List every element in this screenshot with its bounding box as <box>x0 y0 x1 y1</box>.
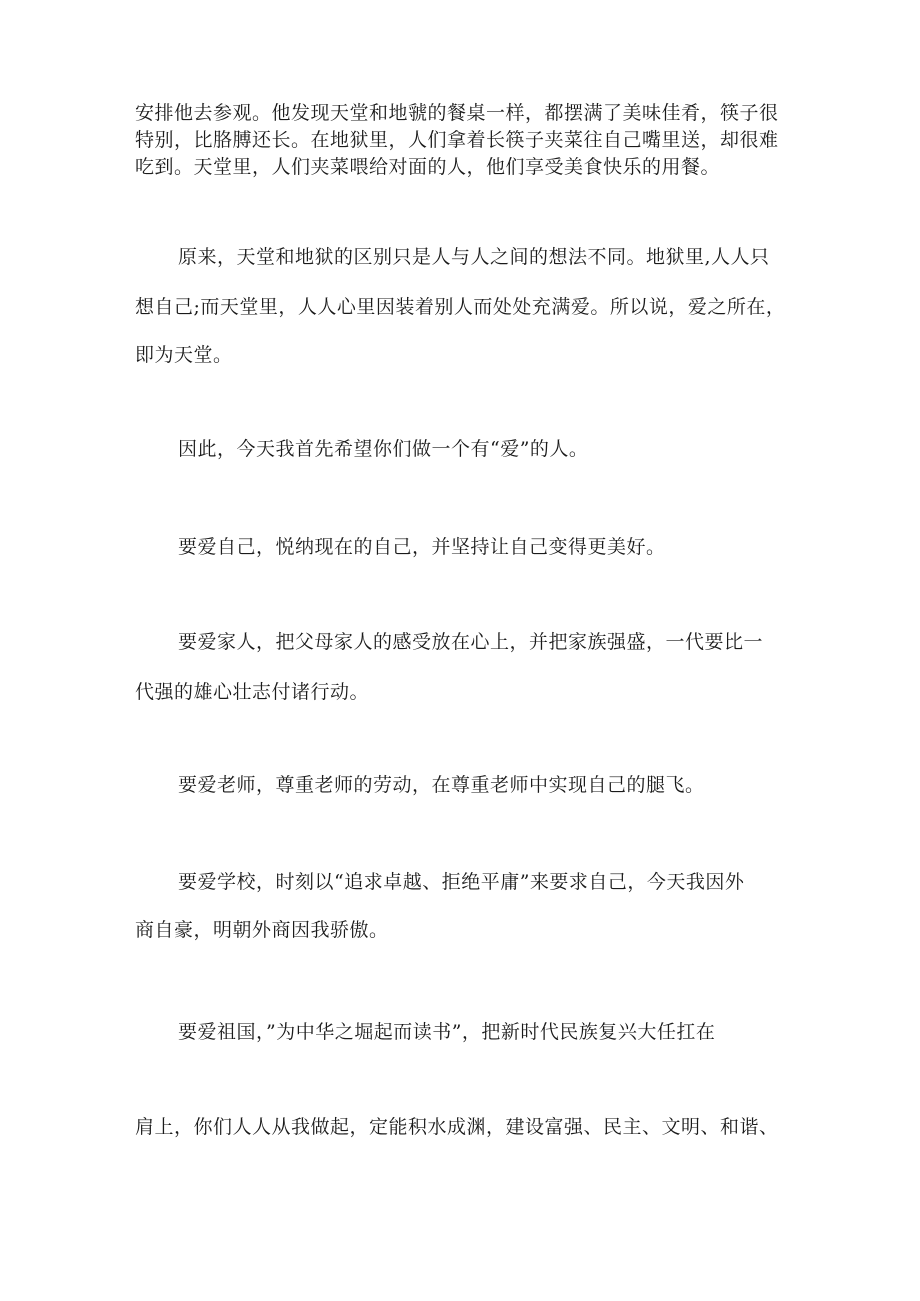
paragraph-line: 因此，今天我首先希望你们做一个有“爱”的人。 <box>178 438 589 460</box>
paragraph-line: 要爱家人，把父母家人的感受放在心上，并把家族强盛，一代要比一 <box>178 631 764 653</box>
paragraph-line: 要爱老师，尊重老师的劳动，在尊重老师中实现自己的腿飞。 <box>178 774 705 796</box>
paragraph-line: 安排他去参观。他发现天堂和地虢的餐桌一样，都摆满了美味佳肴，筷子很 <box>135 102 779 124</box>
paragraph-line: 即为天堂。 <box>135 344 233 366</box>
paragraph-line: 要爱学校，时刻以“追求卓越、拒绝平庸”来要求自己，今天我因外 <box>178 871 745 893</box>
paragraph-line: 想自己;而天堂里，人人心里因装着别人而处处充满爱。所以说，爱之所在， <box>135 296 786 318</box>
paragraph-line: 要爱自己，悦纳现在的自己，并坚持让自己变得更美好。 <box>178 536 666 558</box>
paragraph-line: 原来，天堂和地狱的区别只是人与人之间的想法不同。地狱里,人人只 <box>178 246 770 268</box>
paragraph-line: 吃到。天堂里，人们夹菜喂给对面的人，他们享受美食快乐的用餐。 <box>135 156 721 178</box>
paragraph-line: 商自豪，明朝外商因我骄傲。 <box>135 919 389 941</box>
paragraph-line: 特别，比胳膊还长。在地狱里，人们拿着长筷子夹菜往自己嘴里送，却很难 <box>135 129 779 151</box>
paragraph-line: 肩上，你们人人从我做起，定能积水成渊，建设富强、民主、文明、和谐、 <box>135 1116 779 1138</box>
paragraph-line: 要爱祖国，”为中华之堀起而读书”，把新时代民族复兴大任扛在 <box>178 1021 716 1043</box>
paragraph-line: 代强的雄心壮志付诸行动。 <box>135 681 370 703</box>
